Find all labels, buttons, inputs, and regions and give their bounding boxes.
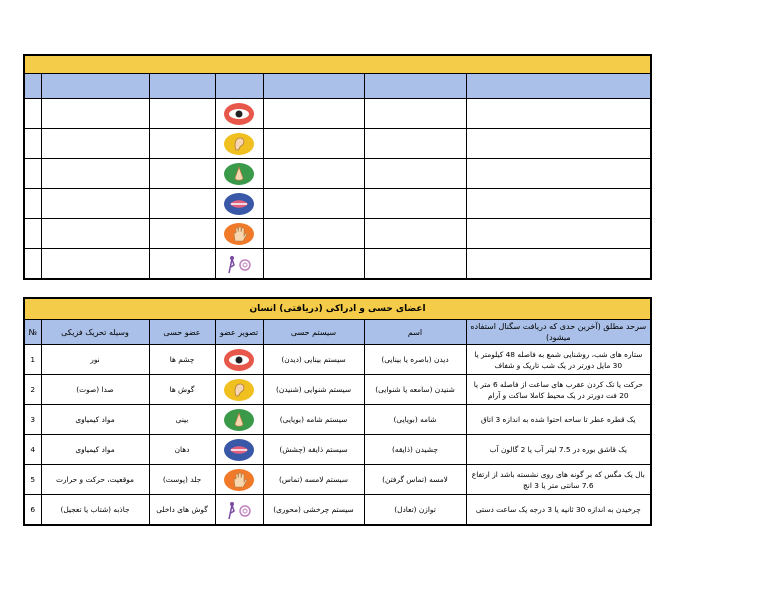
header-cell <box>364 74 466 99</box>
system-cell: سیستم شامه (بویایی) <box>263 405 364 435</box>
header-cell <box>149 74 215 99</box>
header-cell <box>263 74 364 99</box>
header-system: سیستم حسی <box>263 320 364 345</box>
row-number: 4 <box>24 435 41 465</box>
name-cell: شامه (بویایی) <box>364 405 466 435</box>
table-row <box>24 189 651 219</box>
header-cell <box>41 74 149 99</box>
organ-cell: دهان <box>149 435 215 465</box>
header-cell <box>215 74 263 99</box>
stimulus-cell: موقعیت، حرکت و حرارت <box>41 465 149 495</box>
table-title-row <box>24 298 651 320</box>
organ-cell: بینی <box>149 405 215 435</box>
header-no: № <box>24 320 41 345</box>
table-row <box>24 465 651 495</box>
organ-cell: جلد (پوست) <box>149 465 215 495</box>
inner-ear-icon <box>215 249 263 280</box>
eye-icon <box>215 99 263 129</box>
header-cell <box>466 74 651 99</box>
row-number: 6 <box>24 495 41 526</box>
threshold-cell: حرکت یا تک کردن عقرب های ساعت از فاصله 6 متر یا 20 فت دورتر در یک محیط کاملا ساکت و آرام <box>466 375 651 405</box>
header-organ: عضو حسی <box>149 320 215 345</box>
row-number: 3 <box>24 405 41 435</box>
mouth-icon <box>215 435 263 465</box>
stimulus-cell: جاذبه (شتاب یا تعجیل) <box>41 495 149 526</box>
table-row <box>24 435 651 465</box>
nose-icon <box>215 159 263 189</box>
threshold-cell: یک قطره عطر تا ساحه احتوا شده به اندازه 3 اتاق <box>466 405 651 435</box>
system-cell: سیستم چرخشی (محوری) <box>263 495 364 526</box>
nose-icon <box>215 405 263 435</box>
threshold-cell: بال یک مگس که بر گونه های روی نشسته باشد از ارتفاع 7.6 سانتی متر یا 3 انچ <box>466 465 651 495</box>
stimulus-cell: صدا (صوت) <box>41 375 149 405</box>
row-number: 2 <box>24 375 41 405</box>
table-header-row <box>24 320 651 345</box>
system-cell: سیستم بینایی (دیدن) <box>263 345 364 375</box>
table-title: اعضای حسی و ادراکی (دریافتی) انسان <box>24 298 651 320</box>
organ-cell: گوش ها <box>149 375 215 405</box>
organ-cell: گوش های داخلی <box>149 495 215 526</box>
header-threshold: سرحد مطلق (آخرین حدی که دریافت سگنال استفاده میشود) <box>466 320 651 345</box>
table-row <box>24 249 651 280</box>
header-name: اسم <box>364 320 466 345</box>
mouth-icon <box>215 189 263 219</box>
header-cell <box>24 74 41 99</box>
system-cell: سیستم شنوایی (شنیدن) <box>263 375 364 405</box>
system-cell: سیستم ذایقه (چشش) <box>263 435 364 465</box>
table-row <box>24 345 651 375</box>
ear-icon <box>215 375 263 405</box>
header-image: تصویر عضو <box>215 320 263 345</box>
row-number: 5 <box>24 465 41 495</box>
table-row <box>24 99 651 129</box>
name-cell: دیدن (باصره یا بینایی) <box>364 345 466 375</box>
name-cell: لامسه (تماس گرفتن) <box>364 465 466 495</box>
threshold-cell: چرخیدن به اندازه 30 ثانیه یا 3 درجه یک ساعت دستی <box>466 495 651 526</box>
empty-worksheet-table <box>23 54 652 280</box>
table-row <box>24 159 651 189</box>
table-title-cell <box>24 55 651 74</box>
ear-icon <box>215 129 263 159</box>
table-row <box>24 405 651 435</box>
table-row <box>24 375 651 405</box>
inner-ear-icon <box>215 495 263 526</box>
row-number: 1 <box>24 345 41 375</box>
table-row <box>24 219 651 249</box>
name-cell: توازن (تعادل) <box>364 495 466 526</box>
stimulus-cell: مواد کیمیاوی <box>41 435 149 465</box>
threshold-cell: ستاره های شب، روشنایی شمع به فاصله 48 کیلومتر یا 30 مایل دورتر در یک شب تاریک و شفاف <box>466 345 651 375</box>
hand-icon <box>215 465 263 495</box>
name-cell: شنیدن (سامعه یا شنوایی) <box>364 375 466 405</box>
stimulus-cell: نور <box>41 345 149 375</box>
table-header-row <box>24 74 651 99</box>
system-cell: سیستم لامسه (تماس) <box>263 465 364 495</box>
hand-icon <box>215 219 263 249</box>
header-stimulus: وسیله تحریک فزیکی <box>41 320 149 345</box>
name-cell: چشیدن (ذایقه) <box>364 435 466 465</box>
table-row <box>24 495 651 526</box>
table-title-row <box>24 55 651 74</box>
table-row <box>24 129 651 159</box>
stimulus-cell: مواد کیمیاوی <box>41 405 149 435</box>
sensory-organs-table <box>23 297 652 526</box>
threshold-cell: یک قاشق بوره در 7.5 لیتر آب یا 2 گالون آب <box>466 435 651 465</box>
eye-icon <box>215 345 263 375</box>
organ-cell: چشم ها <box>149 345 215 375</box>
